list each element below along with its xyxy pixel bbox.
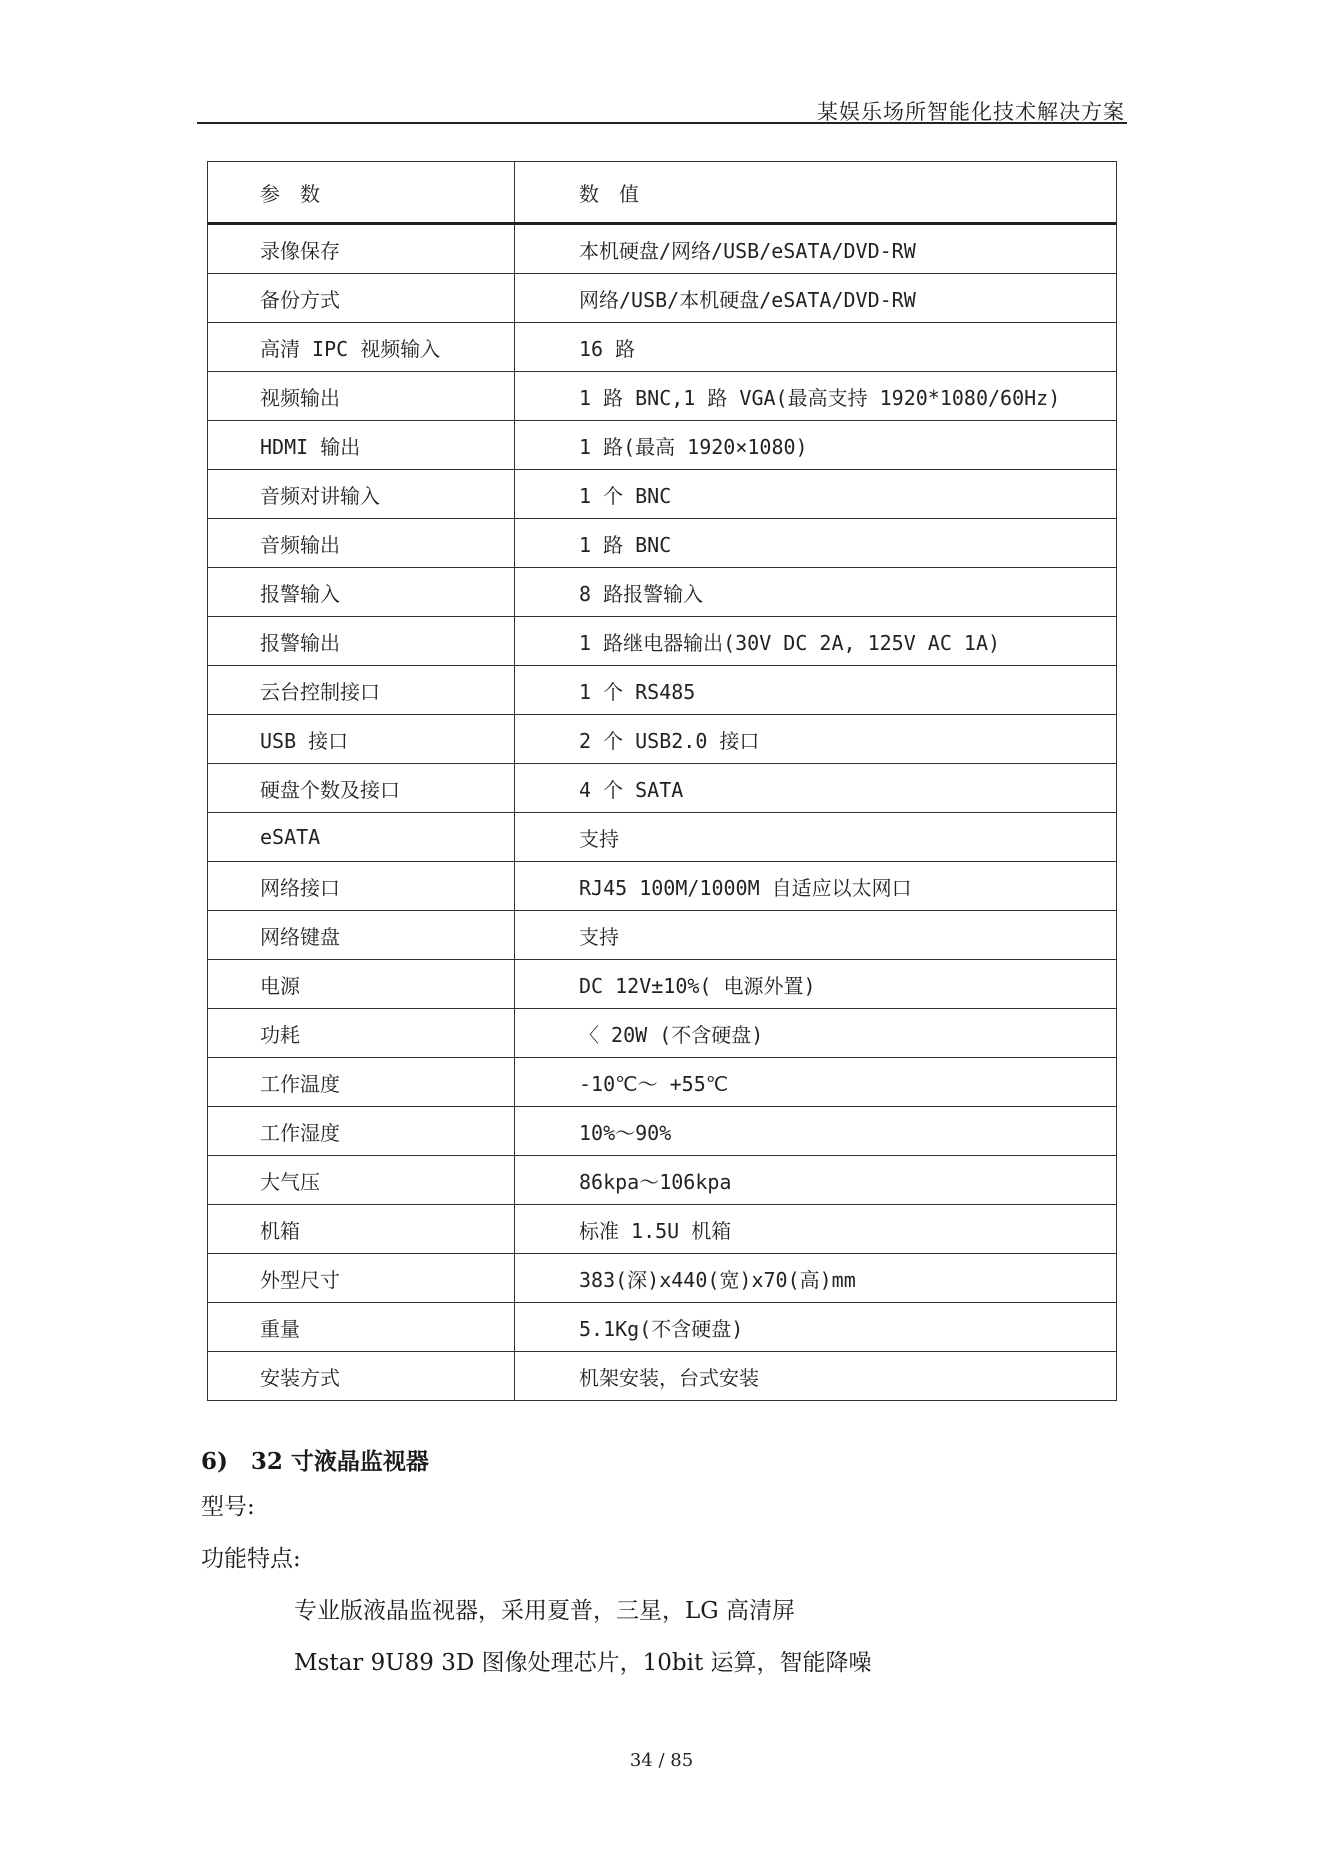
spec-table-header [208, 162, 1117, 224]
feature-item: Mstar 9U89 3D 图像处理芯片，10bit 运算，智能降噪 [294, 1650, 872, 1676]
param-cell: 安装方式 [208, 1352, 515, 1401]
param-cell: 云台控制接口 [208, 666, 515, 715]
param-cell: 报警输入 [208, 568, 515, 617]
table-row [208, 274, 1117, 323]
value-cell: 1 个 BNC [515, 470, 1117, 519]
param-cell: 外型尺寸 [208, 1254, 515, 1303]
value-cell: 标准 1.5U 机箱 [515, 1205, 1117, 1254]
table-row [208, 1156, 1117, 1205]
param-cell: 硬盘个数及接口 [208, 764, 515, 813]
table-row [208, 1254, 1117, 1303]
param-cell: 工作温度 [208, 1058, 515, 1107]
param-cell: 录像保存 [208, 224, 515, 274]
table-row [208, 1107, 1117, 1156]
table-row [208, 911, 1117, 960]
column-header-param: 参 数 [208, 162, 515, 224]
param-cell: 重量 [208, 1303, 515, 1352]
value-cell: 383(深)x440(宽)x70(高)mm [515, 1254, 1117, 1303]
features-label: 功能特点: [201, 1546, 301, 1572]
column-header-value: 数 值 [515, 162, 1117, 224]
spec-table [207, 161, 1117, 1401]
table-row [208, 764, 1117, 813]
param-cell: 大气压 [208, 1156, 515, 1205]
table-row [208, 1205, 1117, 1254]
param-cell: 音频对讲输入 [208, 470, 515, 519]
table-row [208, 568, 1117, 617]
value-cell: 4 个 SATA [515, 764, 1117, 813]
param-cell: USB 接口 [208, 715, 515, 764]
table-row [208, 470, 1117, 519]
value-cell: 1 路继电器输出(30V DC 2A, 125V AC 1A) [515, 617, 1117, 666]
value-cell: 1 路 BNC [515, 519, 1117, 568]
section-heading: 6) 32 寸液晶监视器 [201, 1448, 429, 1475]
param-cell: 报警输出 [208, 617, 515, 666]
document-header-title: 某娱乐场所智能化技术解决方案 [817, 100, 1125, 124]
table-row [208, 1009, 1117, 1058]
param-cell: 机箱 [208, 1205, 515, 1254]
table-row [208, 323, 1117, 372]
param-cell: 高清 IPC 视频输入 [208, 323, 515, 372]
value-cell: -10℃～ +55℃ [515, 1058, 1117, 1107]
value-cell: 5.1Kg(不含硬盘) [515, 1303, 1117, 1352]
table-row [208, 666, 1117, 715]
value-cell: 1 个 RS485 [515, 666, 1117, 715]
model-label: 型号: [201, 1494, 255, 1520]
value-cell: 机架安装，台式安装 [515, 1352, 1117, 1401]
value-cell: 本机硬盘/网络/USB/eSATA/DVD-RW [515, 224, 1117, 274]
param-cell: 电源 [208, 960, 515, 1009]
param-cell: 备份方式 [208, 274, 515, 323]
param-cell: 视频输出 [208, 372, 515, 421]
table-row [208, 372, 1117, 421]
value-cell: 8 路报警输入 [515, 568, 1117, 617]
param-cell: 工作湿度 [208, 1107, 515, 1156]
page-number: 34 / 85 [629, 1750, 694, 1771]
table-row [208, 519, 1117, 568]
value-cell: 网络/USB/本机硬盘/eSATA/DVD-RW [515, 274, 1117, 323]
value-cell: 86kpa～106kpa [515, 1156, 1117, 1205]
param-cell: 网络接口 [208, 862, 515, 911]
table-row [208, 1303, 1117, 1352]
param-cell: 音频输出 [208, 519, 515, 568]
value-cell: 〈 20W (不含硬盘) [515, 1009, 1117, 1058]
value-cell: 支持 [515, 911, 1117, 960]
value-cell: 10%～90% [515, 1107, 1117, 1156]
table-row [208, 1352, 1117, 1401]
value-cell: 1 路 BNC,1 路 VGA(最高支持 1920*1080/60Hz) [515, 372, 1117, 421]
table-row [208, 715, 1117, 764]
value-cell: DC 12V±10%( 电源外置) [515, 960, 1117, 1009]
value-cell: 支持 [515, 813, 1117, 862]
value-cell: 2 个 USB2.0 接口 [515, 715, 1117, 764]
table-row [208, 617, 1117, 666]
table-row [208, 421, 1117, 470]
table-row [208, 1058, 1117, 1107]
value-cell: RJ45 100M/1000M 自适应以太网口 [515, 862, 1117, 911]
param-cell: 功耗 [208, 1009, 515, 1058]
param-cell: eSATA [208, 813, 515, 862]
table-row [208, 862, 1117, 911]
param-cell: HDMI 输出 [208, 421, 515, 470]
table-row [208, 813, 1117, 862]
value-cell: 1 路(最高 1920×1080) [515, 421, 1117, 470]
value-cell: 16 路 [515, 323, 1117, 372]
feature-item: 专业版液晶监视器，采用夏普，三星，LG 高清屏 [294, 1598, 795, 1624]
table-row [208, 960, 1117, 1009]
header-rule [197, 122, 1127, 124]
table-row [208, 224, 1117, 274]
param-cell: 网络键盘 [208, 911, 515, 960]
